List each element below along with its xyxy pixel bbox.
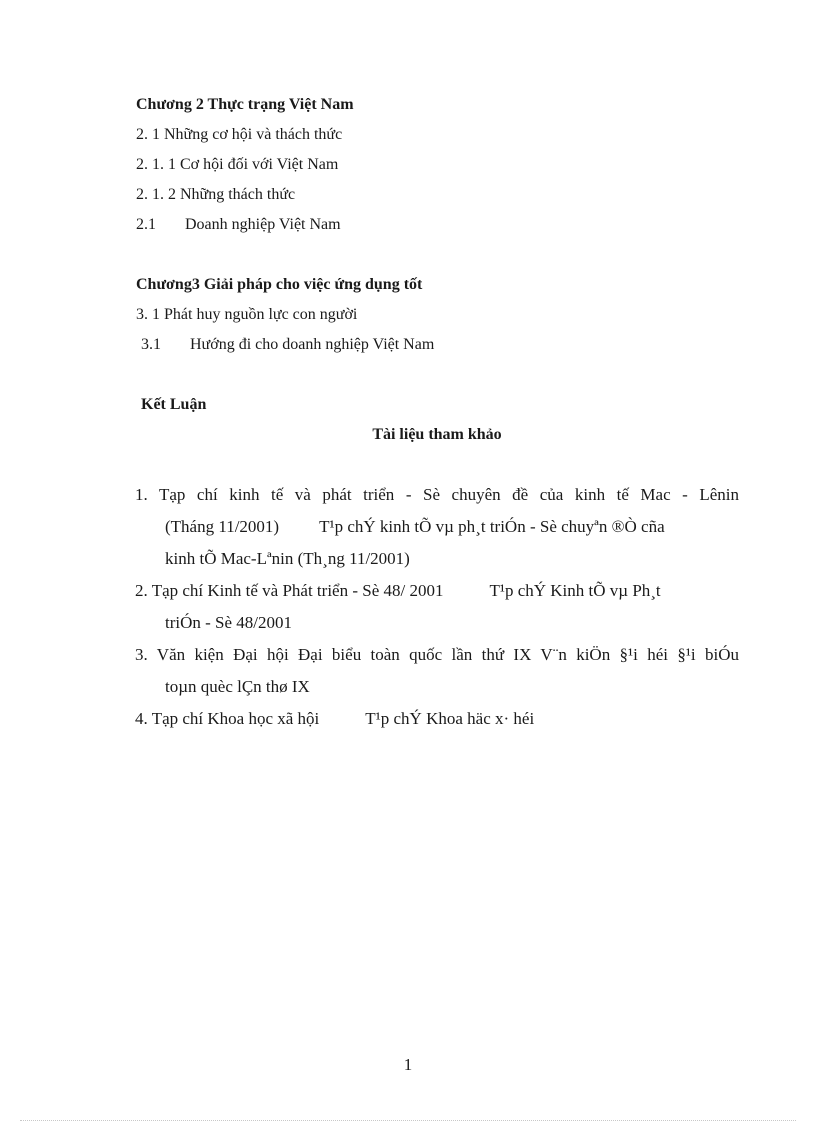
toc-item-3-1: 3. 1 Phát huy nguồn lực con người: [136, 306, 358, 323]
toc-item-2-1-text: Doanh nghiệp Việt Nam: [185, 216, 341, 233]
reference-4-line-1: [135, 703, 739, 735]
reference-1-date: (Tháng 11/2001): [165, 517, 280, 536]
reference-1-line-3: kinh tÕ Mac-Lªnin (Th¸ng 11/2001): [165, 549, 410, 568]
reference-4-title: 4. Tạp chí Khoa học xã hội: [135, 709, 320, 728]
toc-item-3-1-number: 3.1: [141, 336, 161, 353]
reference-2-line-2: triÓn - Sè 48/2001: [165, 613, 293, 632]
conclusion-heading: Kết Luận: [141, 396, 207, 413]
references-heading: Tài liệu tham khảo: [372, 426, 502, 443]
reference-3-line-2: toµn quèc lÇn thø IX: [165, 677, 310, 696]
chapter-3-heading: Chương3 Giải pháp cho việc ứng dụng tốt: [136, 276, 423, 293]
reference-1-legacy-encoding: T¹p chÝ kinh tÕ vµ ph¸t triÓn - Sè chuyªn ®Ò cña: [319, 517, 665, 536]
toc-item-2-1-number: 2.1: [136, 216, 156, 233]
chapter-2-heading: Chương 2 Thực trạng Việt Nam: [136, 96, 354, 113]
reference-2-line-1: [135, 575, 739, 607]
reference-list: [135, 479, 739, 735]
reference-1-line-2: [135, 511, 739, 543]
toc-item-2-1-1: 2. 1. 1 Cơ hội đối với Việt Nam: [136, 156, 339, 173]
reference-2-legacy-encoding: T¹p chÝ Kinh tÕ vµ Ph¸t: [489, 581, 661, 600]
toc-item-3-1-text: Hướng đi cho doanh nghiệp Việt Nam: [190, 336, 435, 353]
toc-item-2-1-2: 2. 1. 2 Những thách thức: [136, 186, 296, 203]
toc-item-2-1: 2. 1 Những cơ hội và thách thức: [136, 126, 343, 143]
reference-4-legacy-encoding: T¹p chÝ Khoa häc x· héi: [365, 709, 535, 728]
reference-2-title: 2. Tạp chí Kinh tế và Phát triển - Sè 48/ 2001: [135, 581, 444, 600]
page-bottom-divider: [20, 1120, 796, 1121]
reference-3-line-1: 3. Văn kiện Đại hội Đại biểu toàn quốc lần thứ IX V¨n kiÖn §¹i héi §¹i biÓu: [135, 645, 739, 664]
page-number: 1: [403, 1055, 413, 1074]
reference-1-line-1: 1. Tạp chí kinh tế và phát triển - Sè chuyên đề của kinh tế Mac - Lênin: [135, 485, 739, 504]
